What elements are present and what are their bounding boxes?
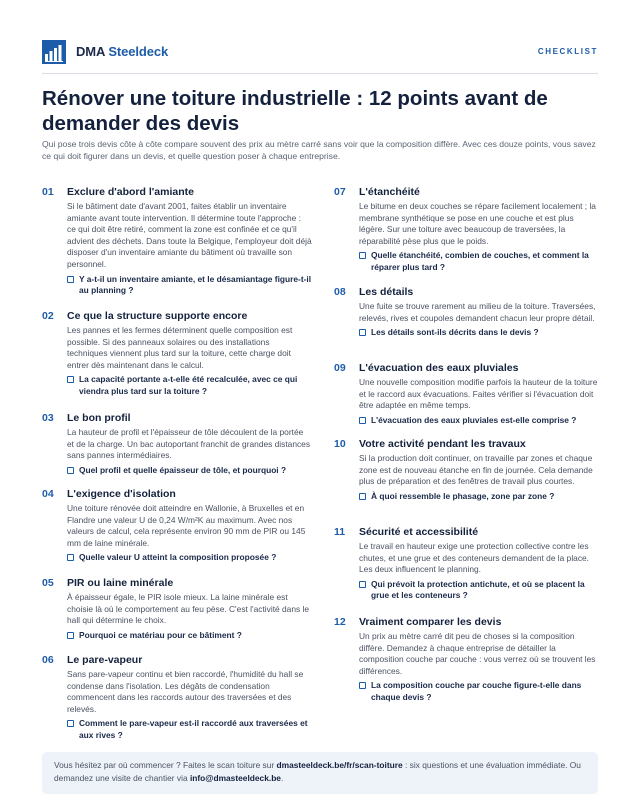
item-title: Vraiment comparer les devis — [359, 616, 502, 628]
footer-text: : six questions et une évaluation immédiate. Ou demandez une visite de chantier via — [54, 760, 581, 783]
checkbox[interactable] — [359, 682, 366, 689]
intro-text: Qui pose trois devis côte à côte compare souvent des prix au mètre carré sans voir que la composition diffère. Avec ces douze points, vous savez ce qui doit figurer dans un devis, et quelle question poser à chaque entreprise. — [42, 139, 596, 161]
checklist-item-06 — [42, 654, 312, 742]
footer-text: Vous hésitez par où commencer ? Faites le scan toiture sur — [54, 760, 277, 770]
item-text: Une toiture rénovée doit atteindre en Wallonie, à Bruxelles et en Flandre une valeur U de 0,24 W/m²K au maximum. Avec nos valeurs de calcul, cela représente environ 90 mm de PIR ou 145 mm de laine minérale. — [67, 503, 306, 548]
header-divider — [42, 73, 598, 74]
brand-accent: Steeldeck — [108, 44, 169, 59]
checklist-item-05 — [42, 577, 312, 641]
item-text: Une fuite se trouve rarement au milieu de la toiture. Traversées, relevés, rives et coupoles demandent chacun leur propre détail. — [359, 301, 596, 323]
item-number: 11 — [334, 526, 346, 538]
question-text: Quel profil et quelle épaisseur de tôle, et pourquoi ? — [79, 464, 287, 475]
item-question — [67, 552, 312, 564]
checklist-item-08 — [334, 286, 598, 339]
brand-name — [76, 44, 168, 59]
item-text: À épaisseur égale, le PIR isole mieux. La laine minérale est choisie là où le comportement au feu pèse. C'est l'activité dans le hall qui détermine le choix. — [67, 592, 310, 626]
item-number: 05 — [42, 577, 54, 589]
item-title: Votre activité pendant les travaux — [359, 438, 526, 450]
scan-toiture-link[interactable]: dmasteeldeck.be/fr/scan-toiture — [276, 760, 403, 770]
item-question — [359, 250, 598, 273]
question-text: La capacité portante a-t-elle été recalculée, avec ce qui viendra plus tard sur la toiture ? — [79, 374, 298, 396]
item-number: 04 — [42, 488, 54, 500]
item-text: Si le bâtiment date d'avant 2001, faites établir un inventaire amiante avant toute intervention. Il détermine toute l'approche : ce qui doit être retiré, comment la zone est confinée et ce qu'il advient des déchets. Dans toute la Belgique, l'employeur doit déjà disposer d'un inventaire amiante du bâtiment où travaille son personnel. — [67, 201, 312, 269]
checkbox[interactable] — [67, 276, 74, 283]
document-tag: CHECKLIST — [537, 47, 598, 56]
item-text: La hauteur de profil et l'épaisseur de tôle découlent de la portée et de la charge. Un bac autoportant franchit de grandes distances sans pannes intermédiaires. — [67, 427, 311, 461]
question-text: L'évacuation des eaux pluviales est-elle comprise ? — [371, 414, 577, 425]
item-title: Le pare-vapeur — [67, 654, 143, 666]
checklist-item-03 — [42, 412, 312, 476]
question-text: Comment le pare-vapeur est-il raccordé aux traversées et aux rives ? — [79, 718, 308, 740]
question-text: Y a-t-il un inventaire amiante, et le désamiantage figure-t-il au planning ? — [79, 273, 312, 296]
question-text: Les détails sont-ils décrits dans le devis ? — [371, 327, 539, 338]
checkbox[interactable] — [67, 554, 74, 561]
checklist-item-12 — [334, 616, 598, 704]
item-number: 03 — [42, 412, 54, 424]
item-text: Une nouvelle composition modifie parfois la hauteur de la toiture et le raccord aux évacuations. Faites vérifier si l'évacuation doit être adaptée en même temps. — [359, 377, 598, 411]
brand-main: DMA — [76, 44, 105, 59]
item-question — [67, 718, 312, 741]
item-question — [67, 630, 312, 642]
item-text: Si la production doit continuer, on travaille par zones et chaque zone est de nouveau étanche en fin de journée. Cela demande plus de préparation et des fenêtres de travail plus courtes. — [359, 453, 593, 487]
item-question — [359, 680, 598, 703]
checkbox[interactable] — [67, 467, 74, 474]
item-text: Le bitume en deux couches se répare facilement localement ; la membrane synthétique se pose en une couche et est plus légère. Sur une toiture avec beaucoup de traversées, la réparabilité pèse plus que le poids. — [359, 201, 596, 246]
checkbox[interactable] — [67, 720, 74, 727]
item-title: L'exigence d'isolation — [67, 488, 176, 500]
item-question — [359, 415, 598, 427]
item-question — [67, 274, 312, 297]
item-title: L'étanchéité — [359, 186, 420, 198]
checkbox[interactable] — [359, 329, 366, 336]
item-question — [359, 491, 598, 503]
footer-text: . — [280, 772, 284, 783]
item-title: Ce que la structure supporte encore — [67, 310, 248, 322]
checklist-item-01 — [42, 186, 312, 297]
question-text: Quelle étanchéité, combien de couches, et comment la réparer plus tard ? — [371, 250, 589, 272]
item-number: 02 — [42, 310, 54, 322]
item-number: 12 — [334, 616, 346, 628]
item-text: Un prix au mètre carré dit peu de choses si la composition diffère. Demandez à chaque entreprise de détailler la composition couche par couche : vous verrez où se trouvent les différences. — [359, 631, 596, 676]
item-title: L'évacuation des eaux pluviales — [359, 362, 519, 374]
item-title: Exclure d'abord l'amiante — [67, 186, 194, 198]
checklist-item-10 — [334, 438, 598, 502]
item-text: Les pannes et les fermes déterminent quelle composition est possible. Si des panneaux solaires ou des installations techniques viennent plus tard sur la toiture, cette charge doit entrer dès maintenant dans le calcul. — [67, 325, 293, 370]
item-question — [359, 579, 598, 602]
checkbox[interactable] — [67, 632, 74, 639]
item-number: 07 — [334, 186, 346, 198]
question-text: À quoi ressemble le phasage, zone par zone ? — [371, 490, 555, 501]
checkbox[interactable] — [359, 252, 366, 259]
item-title: Sécurité et accessibilité — [359, 526, 479, 538]
checklist-item-07 — [334, 186, 598, 274]
item-question — [359, 327, 598, 339]
item-question — [67, 374, 312, 397]
item-title: Les détails — [359, 286, 414, 298]
item-number: 10 — [334, 438, 346, 450]
question-text: Quelle valeur U atteint la composition proposée ? — [79, 552, 277, 563]
item-number: 06 — [42, 654, 54, 666]
question-text: La composition couche par couche figure-t-elle dans chaque devis ? — [371, 680, 582, 702]
contact-email-link[interactable]: info@dmasteeldeck.be — [189, 772, 281, 783]
checklist-item-02 — [42, 310, 312, 398]
item-number: 09 — [334, 362, 346, 374]
building-logo-icon — [42, 40, 66, 64]
checklist-item-04 — [42, 488, 312, 564]
page-title: Rénover une toiture industrielle : 12 points avant de demander des devis — [42, 87, 548, 135]
checkbox[interactable] — [67, 376, 74, 383]
item-text: Le travail en hauteur exige une protection collective contre les chutes, et une grue et des conteneurs demandent de la place. Les deux influencent le planning. — [359, 541, 590, 575]
question-text: Qui prévoit la protection antichute, et où se placent la grue et les conteneurs ? — [371, 578, 585, 601]
item-number: 08 — [334, 286, 346, 298]
footer-callout — [42, 752, 598, 794]
checkbox[interactable] — [359, 581, 366, 588]
item-number: 01 — [42, 186, 54, 198]
item-text: Sans pare-vapeur continu et bien raccordé, l'humidité du hall se condense dans l'isolation. Les dégâts de condensation commencent dans les raccords autour des traversées et des relevés. — [67, 669, 304, 714]
checkbox[interactable] — [359, 417, 366, 424]
checklist-item-11 — [334, 526, 598, 602]
item-title: PIR ou laine minérale — [67, 577, 174, 589]
checklist-item-09 — [334, 362, 598, 426]
checkbox[interactable] — [359, 493, 366, 500]
item-title: Le bon profil — [67, 412, 131, 424]
question-text: Pourquoi ce matériau pour ce bâtiment ? — [79, 629, 242, 640]
header — [42, 40, 598, 64]
item-question — [67, 465, 312, 477]
